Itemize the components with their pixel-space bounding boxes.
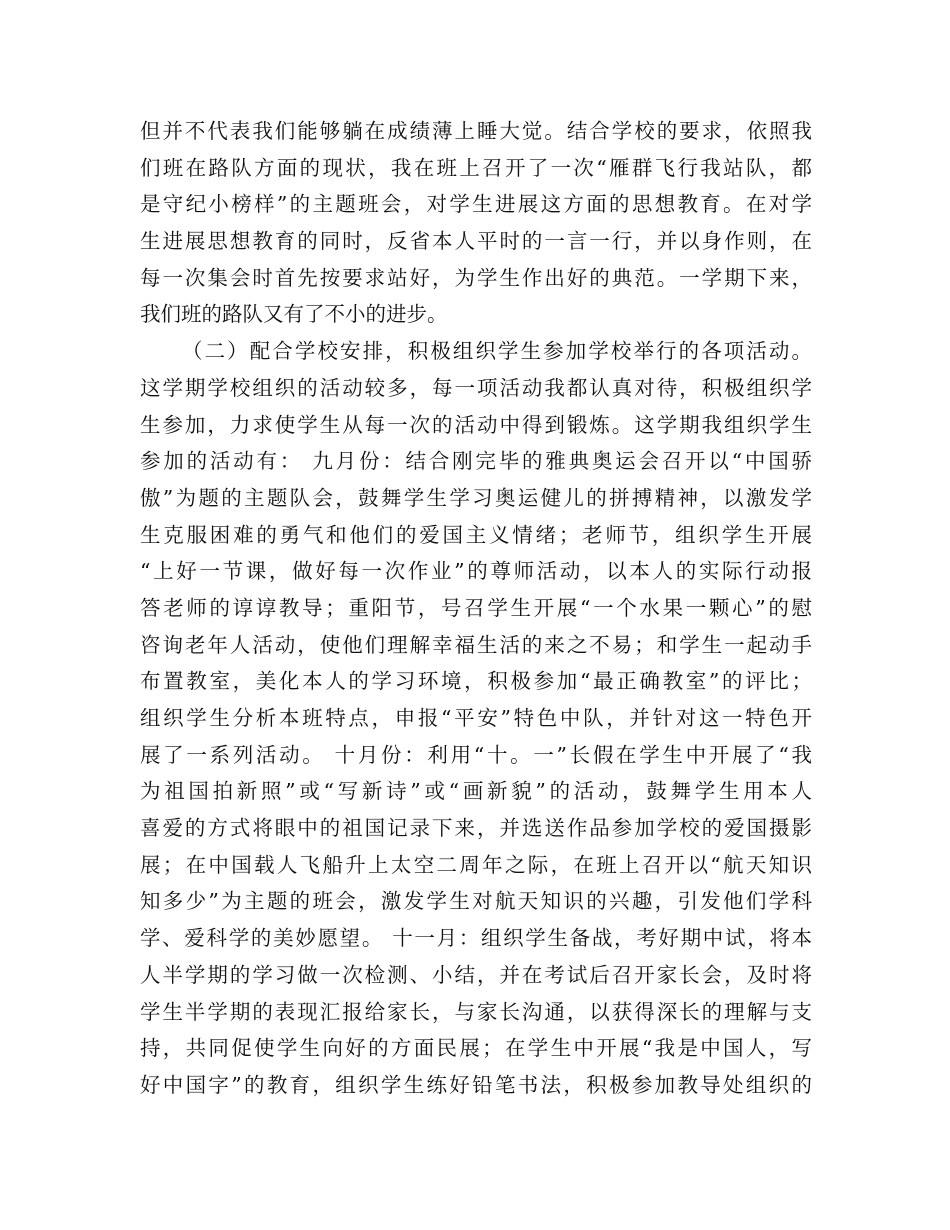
text-line: 展；在中国载人飞船升上太空二周年之际，在班上召开以“航天知识 — [140, 852, 812, 877]
text-line: 持，共同促使学生向好的方面民展；在学生中开展“我是中国人，写 — [140, 1036, 812, 1061]
text-line: 组织学生分析本班特点，申报“平安”特色中队，并针对这一特色开 — [140, 706, 812, 730]
text-line: “上好一节课，做好每一次作业”的尊师活动，以本人的实际行动报 — [140, 559, 812, 584]
text-line: 生进展思想教育的同时，反省本人平时的一言一行，并以身作则，在 — [140, 229, 812, 254]
text-line: 这学期学校组织的活动较多，每一项活动我都认真对待，积极组织学 — [140, 375, 812, 400]
text-line: 布置教室，美化本人的学习环境，积极参加“最正确教室”的评比； — [140, 669, 812, 694]
text-line: 人半学期的学习做一次检测、小结，并在考试后召开家长会，及时将 — [140, 962, 812, 987]
text-line: 参加的活动有： 九月份：结合刚完毕的雅典奥运会召开以“中国骄 — [140, 449, 812, 474]
body-text — [140, 113, 812, 1104]
text-line: 为祖国拍新照”或“写新诗”或“画新貌”的活动，鼓舞学生用本人 — [140, 779, 812, 804]
section-heading-line: （二）配合学校安排，积极组织学生参加学校举行的各项活动。 — [182, 339, 812, 364]
text-line: 每一次集会时首先按要求站好，为学生作出好的典范。一学期下来， — [140, 265, 812, 290]
text-line: 生参加，力求使学生从每一次的活动中得到锻炼。这学期我组织学生 — [140, 412, 812, 437]
text-line: 学生半学期的表现汇报给家长，与家长沟通，以获得深长的理解与支 — [140, 999, 812, 1024]
text-line: 喜爱的方式将眼中的祖国记录下来，并选送作品参加学校的爱国摄影 — [140, 816, 812, 841]
text-line: 咨询老年人活动，使他们理解幸福生活的来之不易；和学生一起动手 — [140, 632, 812, 657]
text-line: 傲”为题的主题队会，鼓舞学生学习奥运健儿的拼搏精神，以激发学 — [140, 485, 812, 510]
text-line: 答老师的谆谆教导；重阳节，号召学生开展“一个水果一颗心”的慰 — [140, 595, 812, 620]
text-line: 们班在路队方面的现状，我在班上召开了一次“雁群飞行我站队，都 — [140, 155, 812, 180]
text-line: 我们班的路队又有了不小的进步。 — [140, 302, 448, 327]
text-line: 是守纪小榜样”的主题班会，对学生进展这方面的思想教育。在对学 — [140, 192, 812, 217]
text-line: 好中国字”的教育，组织学生练好铅笔书法，积极参加教导处组织的 — [140, 1072, 812, 1097]
text-line: 知多少”为主题的班会，激发学生对航天知识的兴趣，引发他们学科 — [140, 889, 812, 914]
text-line: 展了一系列活动。 十月份：利用“十。一”长假在学生中开展了“我 — [140, 742, 812, 767]
text-line: 生克服困难的勇气和他们的爱国主义情绪；老师节，组织学生开展 — [140, 522, 812, 547]
text-line: 但并不代表我们能够躺在成绩薄上睡大觉。结合学校的要求，依照我 — [140, 119, 812, 143]
text-line: 学、爱科学的美妙愿望。 十一月：组织学生备战，考好期中试，将本 — [140, 926, 812, 951]
